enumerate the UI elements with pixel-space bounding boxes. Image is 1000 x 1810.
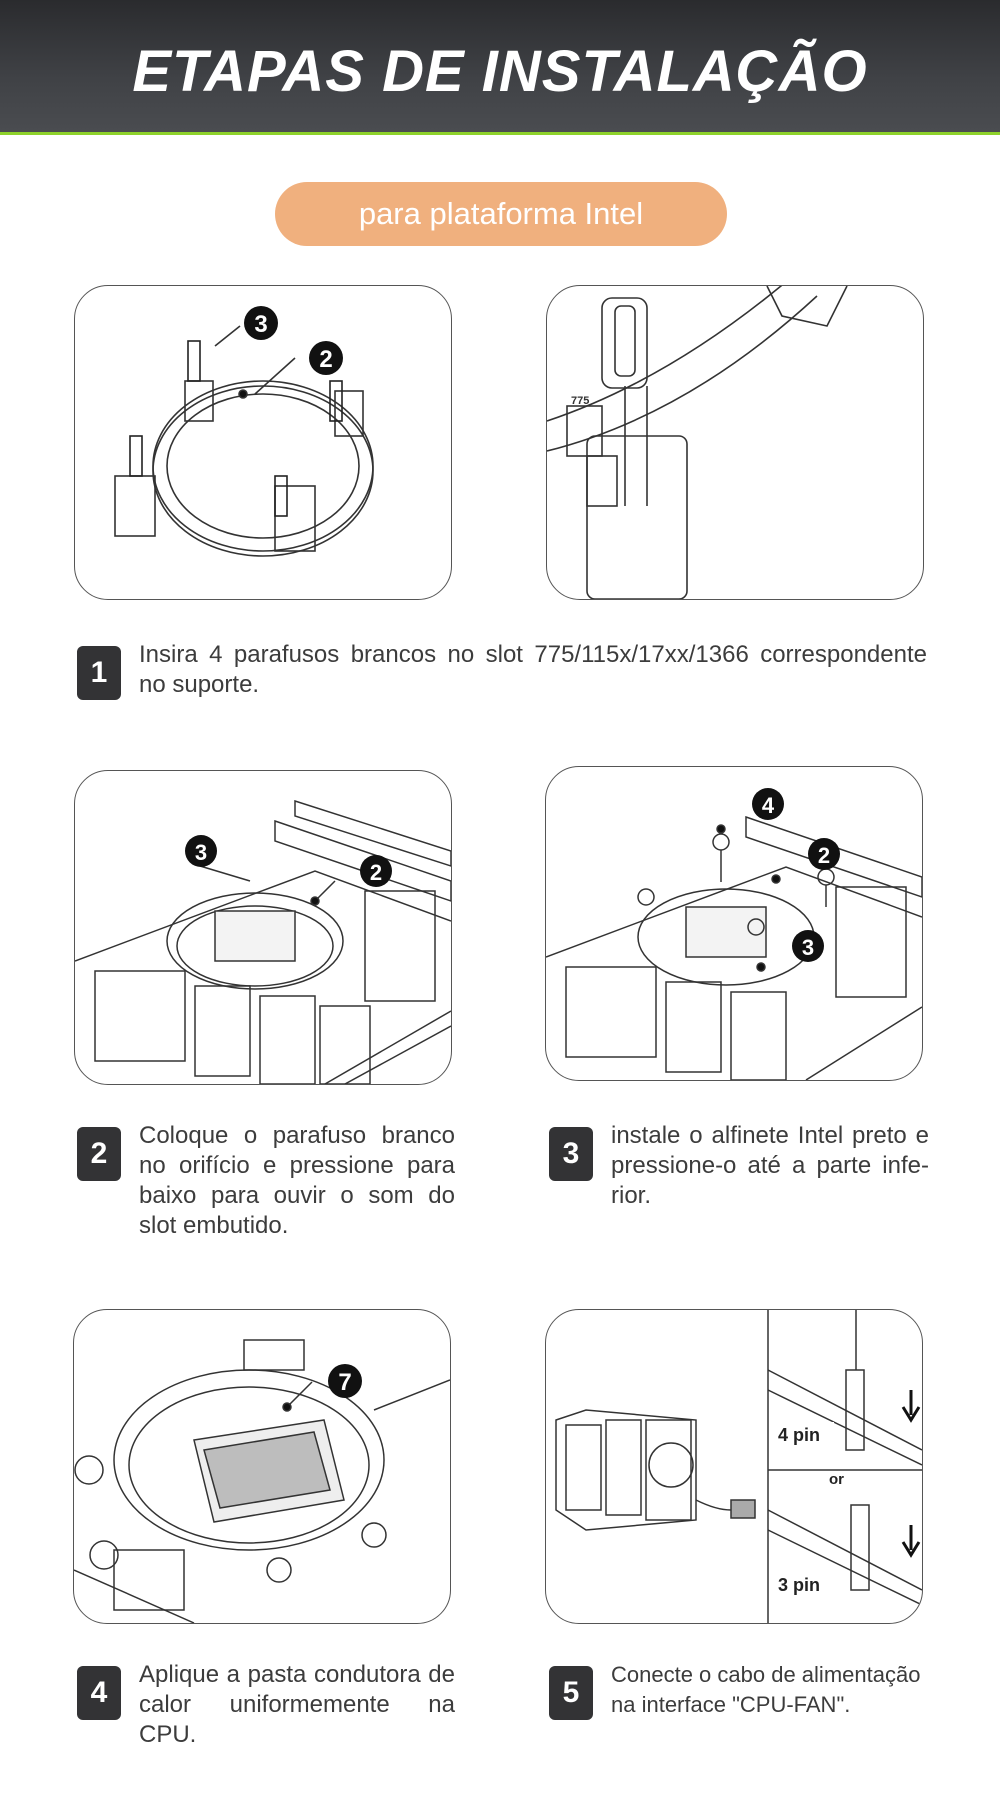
pin4-label: 4 pin [778, 1425, 821, 1445]
step-text: instale o alfinete Intel preto e pressione-o até a parte infe-rior. [611, 1122, 929, 1209]
page-title: ETAPAS DE INSTALAÇÃO [132, 39, 868, 104]
socket-label: 775 [571, 395, 590, 407]
callout-2: 2 [817, 843, 831, 868]
callout-3: 3 [801, 935, 815, 960]
illustration-cpu-fan-connector [545, 1309, 923, 1624]
platform-label: para plataforma Intel [275, 182, 727, 246]
header-banner [0, 0, 1000, 135]
callout-2: 2 [369, 860, 383, 885]
callout-3: 3 [254, 311, 268, 338]
or-label: or [829, 1471, 844, 1488]
illustration-bracket-screws [74, 285, 452, 600]
step-number: 4 [77, 1666, 121, 1720]
callout-4: 4 [761, 793, 775, 818]
step-number: 2 [77, 1127, 121, 1181]
step-text: Coloque o parafuso branco no orifício e pressione para baixo para ouvir o som do slot embutido. [139, 1122, 455, 1239]
step-text: Conecte o cabo de alimentação na interface "CPU-FAN". [611, 1662, 921, 1717]
illustration-thermal-paste [73, 1309, 451, 1624]
step-text: Aplique a pasta condutora de calor uniformemente na CPU. [139, 1661, 455, 1748]
step-3 [549, 1121, 929, 1216]
step-number: 5 [549, 1666, 593, 1720]
callout-2: 2 [319, 346, 333, 373]
step-text: Insira 4 parafusos brancos no slot 775/115x/17xx/1366 correspondente no suporte. [139, 641, 927, 698]
callout-7: 7 [338, 1369, 352, 1396]
step-2 [77, 1121, 455, 1246]
step-number: 3 [549, 1127, 593, 1181]
callout-3: 3 [194, 840, 208, 865]
illustration-screw-closeup [546, 285, 924, 600]
step-1 [77, 640, 927, 710]
step-5 [549, 1660, 929, 1730]
step-number: 1 [77, 646, 121, 700]
pin3-label: 3 pin [778, 1575, 821, 1595]
illustration-intel-pins [545, 766, 923, 1081]
illustration-bracket-motherboard [74, 770, 452, 1085]
step-4 [77, 1660, 455, 1755]
